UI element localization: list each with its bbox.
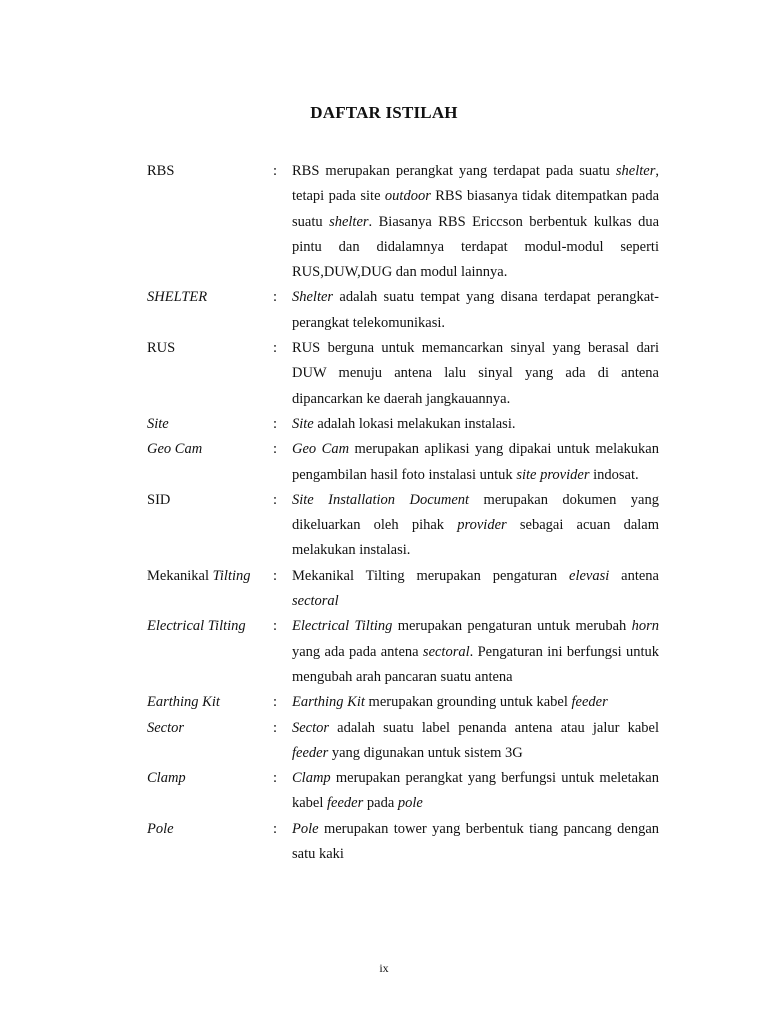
term-separator: :: [273, 441, 278, 458]
definition-text: RUS berguna untuk memancarkan sinyal yang berasal dari DUW menuju antena lalu sinyal yang ada di antena dipancarkan ke daerah jangkauannya.: [292, 340, 659, 407]
term-separator: :: [273, 567, 278, 584]
definition-text: site provider: [516, 466, 590, 483]
glossary-term: [147, 716, 273, 741]
glossary-definition: [292, 690, 659, 715]
glossary-term: [147, 766, 273, 791]
page-number: ix: [379, 961, 389, 975]
term-separator: :: [273, 719, 278, 736]
glossary-entry: [147, 564, 659, 615]
term-text: RUS: [147, 340, 176, 357]
glossary-definition: [292, 159, 659, 285]
definition-text: . Biasanya RBS Ericcson berbentuk kulkas dua pintu dan didalamnya terdapat modul-modul seperti RUS,DUW,DUG dan modul lainnya.: [292, 213, 660, 281]
definition-text: yang ada pada antena: [292, 643, 423, 660]
glossary-term: [147, 564, 273, 589]
glossary-entry: [147, 285, 659, 336]
glossary-definition: [292, 437, 659, 488]
glossary-definition: [292, 614, 659, 690]
glossary-definition: [292, 716, 659, 767]
definition-text: merupakan pengaturan untuk merubah: [392, 618, 632, 635]
definition-text: indosat.: [589, 466, 639, 483]
glossary-definition: [292, 285, 659, 336]
glossary-definition: [292, 412, 659, 437]
term-separator: :: [273, 618, 278, 635]
term-text: Sector: [147, 719, 185, 736]
definition-text: sectoral: [292, 593, 339, 610]
term-text: Electrical Tilting: [147, 618, 246, 635]
glossary-entry: [147, 488, 659, 564]
definition-text: antena: [609, 567, 659, 584]
definition-text: provider: [457, 517, 507, 534]
definition-text: shelter: [615, 163, 656, 179]
definition-text: Site Installation Document: [292, 491, 470, 508]
glossary-term: [147, 817, 273, 842]
glossary-term: [147, 690, 273, 715]
definition-text: adalah suatu label penanda antena atau jalur kabel: [329, 719, 659, 736]
definition-text: outdoor: [384, 188, 431, 205]
glossary-entry: [147, 716, 659, 767]
glossary-definition: [292, 336, 659, 412]
definition-text: merupakan perangkat yang berfungsi untuk meletakan kabel: [292, 770, 659, 812]
glossary-definition: [292, 817, 659, 868]
term-separator: :: [273, 694, 278, 711]
page-title: DAFTAR ISTILAH: [310, 103, 458, 122]
term-separator: :: [273, 820, 278, 837]
glossary-definition: [292, 564, 659, 615]
definition-text: . Pengaturan ini berfungsi untuk mengubah arah pancaran suatu antena: [292, 643, 659, 685]
term-separator: :: [273, 415, 278, 432]
definition-text: yang digunakan untuk sistem 3G: [328, 744, 523, 761]
term-text: Tilting: [212, 567, 251, 584]
term-text: Geo Cam: [147, 441, 203, 458]
term-text: Earthing Kit: [147, 694, 220, 711]
definition-text: Geo Cam: [292, 441, 350, 458]
definition-text: feeder: [292, 744, 329, 761]
definition-text: RBS biasanya tidak ditempatkan pada suatu: [292, 188, 660, 230]
glossary-definition: [292, 766, 659, 817]
definition-text: RBS merupakan perangkat yang terdapat pada suatu: [292, 163, 616, 179]
definition-text: merupakan tower yang berbentuk tiang pancang dengan satu kaki: [292, 820, 659, 863]
glossary-term: [147, 336, 273, 361]
term-text: RBS: [147, 163, 175, 179]
definition-text: Mekanikal Tilting merupakan pengaturan: [292, 567, 570, 584]
definition-text: merupakan grounding untuk kabel: [364, 694, 572, 711]
definition-text: , tetapi pada site: [292, 163, 659, 205]
glossary-entry: [147, 614, 659, 690]
term-separator: :: [273, 340, 278, 357]
term-separator: :: [273, 289, 278, 306]
glossary-entry: [147, 690, 659, 715]
term-text: Site: [147, 415, 169, 432]
glossary-entry: [147, 159, 659, 285]
term-separator: :: [273, 770, 278, 787]
glossary-term: [147, 285, 273, 310]
glossary-term: [147, 437, 273, 462]
definition-text: Electrical Tilting: [292, 618, 393, 635]
definition-text: merupakan dokumen yang dikeluarkan oleh pihak: [292, 491, 659, 534]
glossary-entry: [147, 336, 659, 412]
glossary-list: [147, 159, 659, 867]
definition-text: shelter: [329, 213, 369, 230]
definition-text: elevasi: [569, 567, 610, 584]
definition-text: feeder: [571, 694, 608, 711]
glossary-entry: [147, 817, 659, 868]
definition-text: merupakan aplikasi yang dipakai untuk melakukan pengambilan hasil foto instalasi untuk: [292, 441, 659, 483]
definition-text: sectoral: [422, 643, 470, 660]
definition-text: feeder: [327, 795, 364, 812]
glossary-term: [147, 488, 273, 513]
definition-text: adalah lokasi melakukan instalasi.: [313, 415, 516, 432]
definition-text: Site: [292, 415, 314, 432]
glossary-term: [147, 159, 273, 184]
glossary-term: [147, 412, 273, 437]
definition-text: adalah suatu tempat yang disana terdapat perangkat-perangkat telekomunikasi.: [292, 289, 659, 331]
glossary-term: [147, 614, 273, 639]
definition-text: Earthing Kit: [292, 694, 365, 711]
definition-text: pole: [397, 795, 423, 812]
term-separator: :: [273, 163, 278, 179]
glossary-entry: [147, 766, 659, 817]
definition-text: Shelter: [292, 289, 334, 306]
definition-text: Clamp: [292, 770, 331, 787]
term-text: Pole: [147, 820, 174, 837]
definition-text: pada: [363, 795, 398, 812]
term-text: Mekanikal: [147, 567, 213, 584]
term-text: SHELTER: [147, 289, 208, 306]
term-separator: :: [273, 491, 278, 508]
glossary-definition: [292, 488, 659, 564]
glossary-entry: [147, 412, 659, 437]
term-text: Clamp: [147, 770, 186, 787]
term-text: SID: [147, 491, 171, 508]
definition-text: Pole: [292, 820, 319, 837]
definition-text: sebagai acuan dalam melakukan instalasi.: [292, 517, 659, 559]
definition-text: Sector: [292, 719, 330, 736]
glossary-entry: [147, 437, 659, 488]
definition-text: horn: [631, 618, 659, 635]
